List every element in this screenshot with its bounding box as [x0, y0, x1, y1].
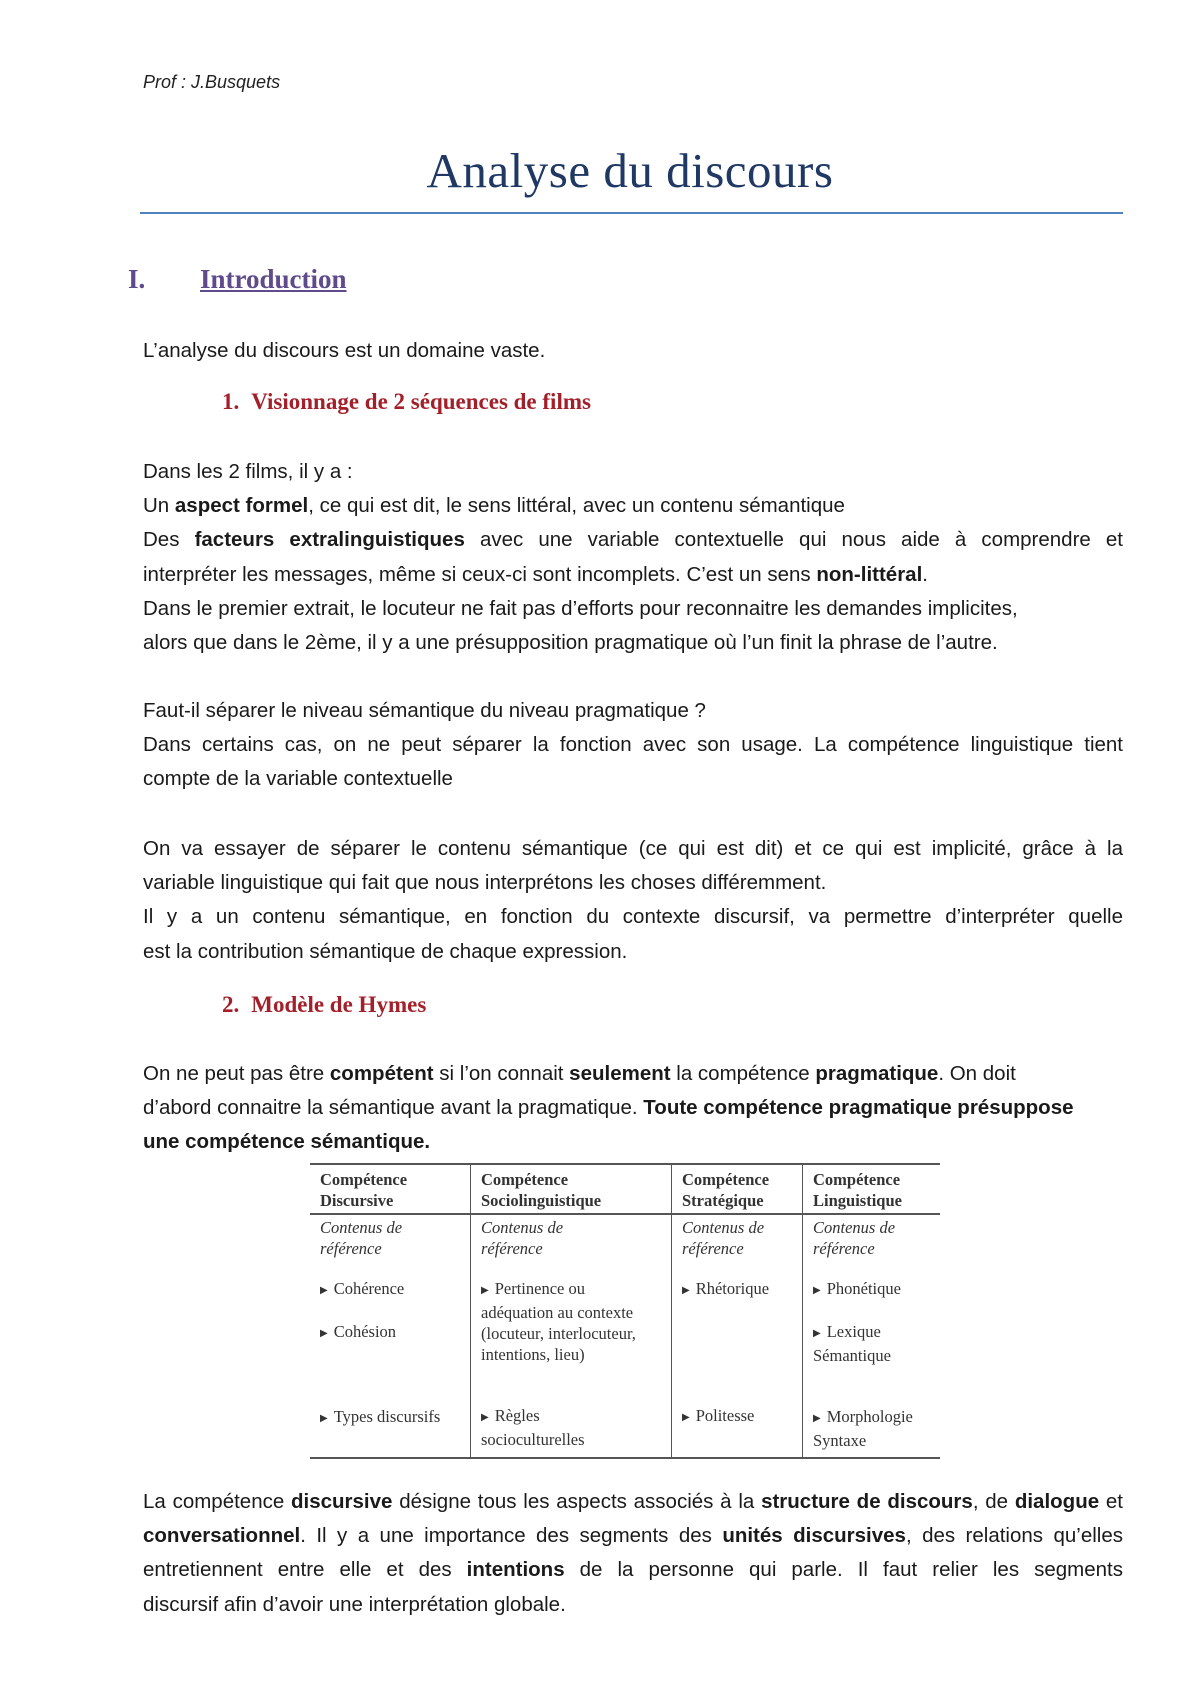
- text: Compétence: [682, 1170, 770, 1189]
- list-item: [481, 1405, 661, 1450]
- text: , des relations qu’elles: [905, 1524, 1123, 1548]
- line: [143, 558, 1123, 592]
- text: ▶ Règles: [481, 1406, 540, 1425]
- text: Sémantique: [813, 1346, 891, 1365]
- header-strategic: [672, 1164, 803, 1214]
- subsection-title: Visionnage de 2 séquences de films: [251, 389, 591, 414]
- emphasis: pragmatique: [815, 1062, 939, 1085]
- cell-discursive: [310, 1214, 471, 1458]
- text: adéquation au contexte: [481, 1303, 634, 1322]
- text: Stratégique: [682, 1191, 764, 1210]
- emphasis: structure de discours: [761, 1490, 973, 1513]
- line: [143, 900, 1123, 934]
- text: avec une variable contextuelle qui nous aide à comprendre et: [464, 528, 1123, 552]
- emphasis: dialogue: [1014, 1490, 1100, 1513]
- subsection-number: 1.: [222, 389, 240, 414]
- table-header-row: [310, 1164, 940, 1214]
- text: Compétence: [320, 1170, 408, 1189]
- emphasis: intentions: [466, 1558, 565, 1582]
- emphasis: compétent: [329, 1062, 434, 1085]
- text: Sociolinguistique: [481, 1191, 602, 1210]
- text: Syntaxe: [813, 1431, 867, 1450]
- text: socioculturelles: [481, 1430, 585, 1449]
- text: Compétence: [481, 1170, 569, 1189]
- list-item: ▶ Rhétorique: [682, 1278, 792, 1302]
- text: Linguistique: [813, 1191, 902, 1210]
- text: .: [922, 562, 928, 586]
- subsection-heading-hymes: [222, 992, 426, 1018]
- text: référence: [481, 1239, 543, 1258]
- list-item: ▶ Politesse: [682, 1405, 792, 1429]
- paragraph-discursive: [143, 1485, 1123, 1622]
- text: compte de la variable contextuelle: [143, 767, 453, 791]
- paragraph-separation: [143, 832, 1123, 969]
- text: entretiennent entre elle et des: [143, 1558, 467, 1582]
- line: [143, 762, 1123, 796]
- text: variable linguistique qui fait que nous interprétons les choses différemment.: [143, 871, 827, 895]
- header-sociolinguistic: [471, 1164, 672, 1214]
- line: [143, 866, 1123, 900]
- text: alors que dans le 2ème, il y a une présupposition pragmatique où l’un finit la phrase de l’autre.: [143, 631, 998, 655]
- text: Contenus de: [481, 1218, 564, 1237]
- text: Dans le premier extrait, le locuteur ne fait pas d’efforts pour reconnaitre les demandes implicites,: [143, 596, 1018, 620]
- intro-paragraph: [143, 334, 1123, 368]
- text: On va essayer de séparer le contenu sémantique (ce qui est dit) et ce qui est implicité, grâce à la: [143, 837, 1123, 860]
- emphasis: une compétence sémantique.: [143, 1130, 431, 1154]
- ref-label: [682, 1217, 792, 1259]
- emphasis: non-littéral: [816, 562, 923, 586]
- text: (locuteur, interlocuteur,: [481, 1324, 636, 1343]
- line: [143, 1519, 1123, 1553]
- emphasis: discursive: [291, 1490, 393, 1513]
- document-title: Analyse du discours: [426, 143, 834, 198]
- emphasis: seulement: [569, 1062, 671, 1085]
- title-underline: [140, 212, 1123, 214]
- line: [143, 1588, 1123, 1622]
- text: est la contribution sémantique de chaque expression.: [143, 939, 628, 963]
- text: Contenus de: [320, 1218, 403, 1237]
- line: [143, 694, 1123, 728]
- text: Contenus de: [813, 1218, 896, 1237]
- text: de la personne qui parle. Il faut relier les segments: [564, 1558, 1123, 1582]
- section-heading-introduction: [128, 264, 347, 295]
- section-number: I.: [128, 264, 146, 294]
- line: [143, 489, 1123, 523]
- text: référence: [320, 1239, 382, 1258]
- text: la compétence: [670, 1062, 816, 1085]
- text: ▶ Lexique: [813, 1322, 881, 1341]
- text: Il y a un contenu sémantique, en fonction du contexte discursif, va permettre d’interpréter quelle: [143, 905, 1123, 929]
- header-discursive: [310, 1164, 471, 1214]
- line: [143, 523, 1123, 557]
- line: [143, 728, 1123, 762]
- emphasis: facteurs extralinguistiques: [194, 528, 465, 552]
- emphasis: conversationnel: [143, 1524, 301, 1548]
- text: . Il y a une importance des segments des: [300, 1524, 723, 1548]
- list-item: ▶ Phonétique: [813, 1278, 930, 1302]
- text: . On doit: [938, 1062, 1016, 1085]
- line: [143, 1485, 1123, 1519]
- text: désigne tous les aspects associés à la: [392, 1490, 762, 1513]
- line: [143, 832, 1123, 866]
- list-item: ▶ Types discursifs: [320, 1406, 460, 1430]
- list-item: [813, 1321, 930, 1366]
- subsection-number: 2.: [222, 992, 240, 1017]
- subsection-title: Modèle de Hymes: [251, 992, 427, 1017]
- cell-linguistic: [803, 1214, 941, 1458]
- author-header: Prof : J.Busquets: [143, 72, 281, 92]
- paragraph-films: [143, 455, 1123, 660]
- cell-sociolinguistic: [471, 1214, 672, 1458]
- ref-label: [813, 1217, 930, 1259]
- text: référence: [682, 1239, 744, 1258]
- text: Des: [143, 528, 195, 552]
- emphasis: Toute compétence pragmatique présuppose: [643, 1096, 1074, 1120]
- list-item: [813, 1406, 930, 1451]
- hymes-competence-table: [310, 1163, 940, 1459]
- paragraph-hymes: [143, 1057, 1123, 1160]
- section-title: Introduction: [200, 264, 347, 294]
- list-item: ▶ Cohésion: [320, 1321, 460, 1345]
- header-linguistic: [803, 1164, 941, 1214]
- line: [143, 592, 1123, 626]
- list-item: [481, 1278, 661, 1365]
- text: Faut-il séparer le niveau sémantique du niveau pragmatique ?: [143, 699, 706, 722]
- text: Compétence: [813, 1170, 901, 1189]
- line: [143, 935, 1123, 969]
- line: [143, 455, 1123, 489]
- text: On ne peut pas être: [143, 1062, 330, 1085]
- text: Discursive: [320, 1191, 394, 1210]
- text: d’abord connaitre la sémantique avant la pragmatique.: [143, 1096, 644, 1120]
- cell-strategic: [672, 1214, 803, 1458]
- line: [143, 626, 1123, 660]
- text: référence: [813, 1239, 875, 1258]
- ref-label: [320, 1217, 460, 1259]
- text: si l’on connait: [433, 1062, 570, 1085]
- line: [143, 1091, 1123, 1125]
- text: ▶ Morphologie: [813, 1407, 913, 1426]
- intro-text: L’analyse du discours est un domaine vaste.: [143, 339, 546, 362]
- text: et: [1099, 1490, 1123, 1513]
- text: Dans certains cas, on ne peut séparer la fonction avec son usage. La compétence linguistique tient: [143, 733, 1123, 757]
- list-item: ▶ Cohérence: [320, 1278, 460, 1302]
- text: , ce qui est dit, le sens littéral, avec un contenu sémantique: [308, 494, 845, 518]
- emphasis: unités discursives: [722, 1524, 906, 1548]
- text: , de: [972, 1490, 1015, 1513]
- line: [143, 1125, 1123, 1159]
- paragraph-semantic-pragmatic: [143, 694, 1123, 797]
- ref-label: [481, 1217, 661, 1259]
- text: Dans les 2 films, il y a :: [143, 460, 353, 483]
- text: intentions, lieu): [481, 1345, 585, 1364]
- line: [143, 1057, 1123, 1091]
- text: interpréter les messages, même si ceux-ci sont incomplets. C’est un sens: [143, 562, 817, 586]
- table-row: [310, 1214, 940, 1458]
- text: Un: [143, 494, 175, 518]
- text: discursif afin d’avoir une interprétation globale.: [143, 1592, 566, 1616]
- emphasis: aspect formel: [174, 494, 309, 518]
- text: La compétence: [143, 1490, 292, 1513]
- text: Contenus de: [682, 1218, 765, 1237]
- line: [143, 1553, 1123, 1587]
- text: ▶ Pertinence ou: [481, 1279, 585, 1298]
- subsection-heading-films: [222, 389, 591, 415]
